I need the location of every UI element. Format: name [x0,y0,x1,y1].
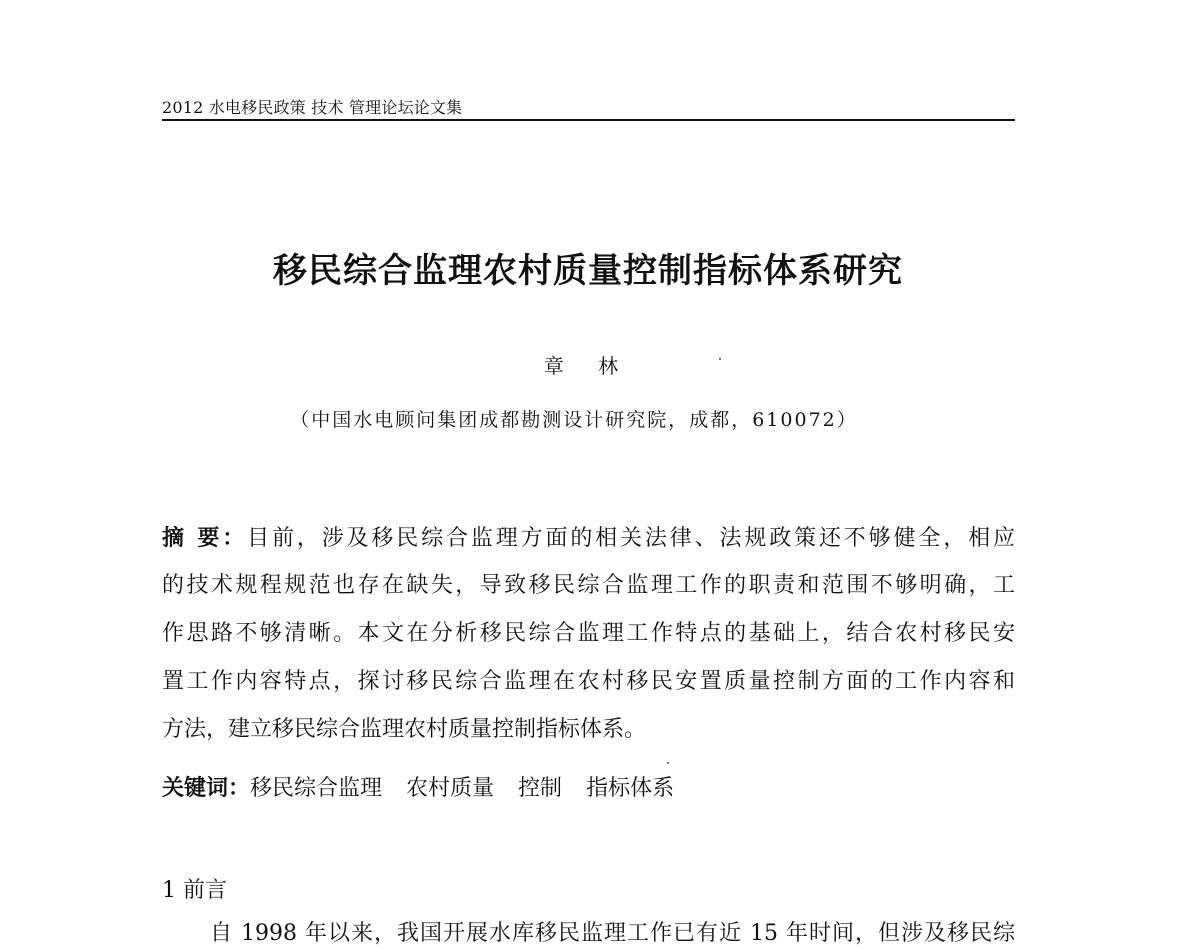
abstract-line: 作思路不够清晰。本文在分析移民综合监理工作特点的基础上，结合农村移民安 [162,621,1015,646]
keywords-label: 关键词： [162,775,251,801]
abstract-line: 方法，建立移民综合监理农村质量控制指标体系。 [162,717,647,742]
abstract-line [162,522,1015,570]
keyword: 指标体系 [586,776,675,801]
abstract [162,522,1015,762]
body-text-line: 自 1998 年以来，我国开展水库移民监理工作已有近 15 年时间，但涉及移民综 [210,921,1015,946]
keyword: 控制 [518,776,563,801]
scan-speck [667,762,669,764]
abstract-line: 置工作内容特点，探讨移民综合监理在农村移民安置质量控制方面的工作内容和 [162,669,1015,694]
keyword: 移民综合监理 [250,776,383,801]
scan-speck [719,358,721,360]
abstract-text: 目前，涉及移民综合监理方面的相关法律、法规政策还不够健全，相应 [247,526,1015,551]
keyword: 农村质量 [406,776,495,801]
paper-title: 移民综合监理农村质量控制指标体系研究 [273,251,903,291]
abstract-line: 的技术规程规范也存在缺失，导致移民综合监理工作的职责和范围不够明确，工 [162,573,1015,598]
author-name: 章 林 [543,354,633,378]
author-affiliation: （中国水电顾问集团成都勘测设计研究院，成都，610072） [290,409,858,431]
header-rule [162,119,1015,121]
abstract-label: 摘 要： [162,525,248,551]
running-header: 2012 水电移民政策 技术 管理论坛论文集 [162,98,463,117]
section-heading: 1 前言 [162,878,227,903]
keywords [162,772,1015,805]
